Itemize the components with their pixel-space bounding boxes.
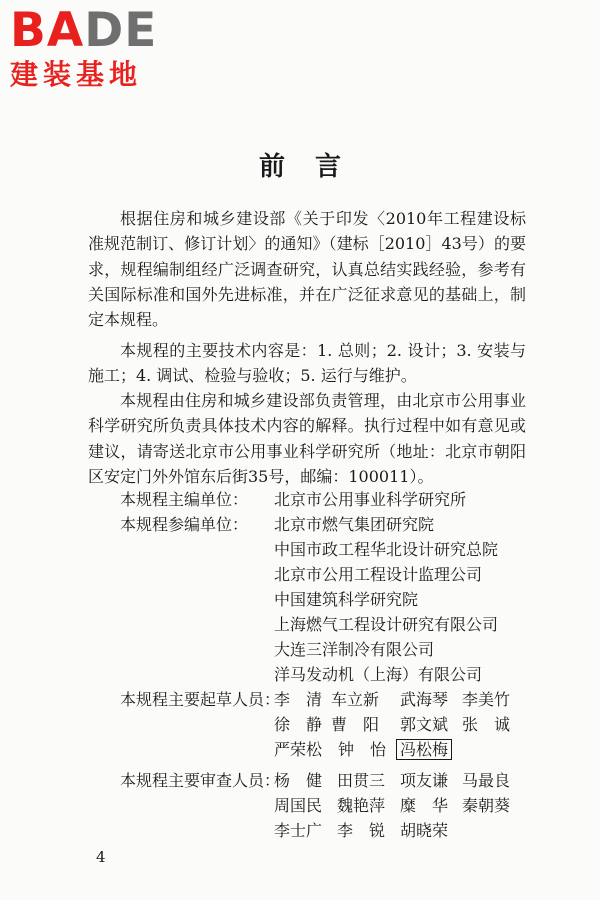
paragraph-management: 本规程由住房和城乡建设部负责管理，由北京市公用事业科学研究所负责具体技术内容的解释。执行过程中如有意见或建议，请寄送北京市公用事业科学研究所（地址：北京市朝阳区安定门外外馆东后街35号，邮编：100011）。 xyxy=(88,391,526,486)
reviewer-name: 杨 健 xyxy=(274,771,323,790)
drafter-name: 车立新 xyxy=(331,690,380,709)
drafter-name: 徐 静 xyxy=(274,715,323,734)
participating-unit: 北京市燃气集团研究院 xyxy=(274,515,435,534)
reviewer-name: 秦朝葵 xyxy=(462,796,511,815)
page-title: 前言 xyxy=(258,152,371,182)
logo-tagline: 建装基地 xyxy=(10,58,143,91)
drafter-name: 严荣松 xyxy=(274,740,323,759)
drafter-name-highlighted: 冯松梅 xyxy=(400,737,452,762)
reviewer-name: 胡晓荣 xyxy=(400,821,449,840)
reviewers-label: 本规程主要审查人员： xyxy=(120,771,281,790)
drafter-name: 钟 怡 xyxy=(338,740,387,759)
participating-units-label: 本规程参编单位： xyxy=(120,515,249,534)
paragraph-basis: 根据住房和城乡建设部《关于印发〈2010年工程建设标准规范制订、修订计划〉的通知》（建标［2010］43号）的要求，规程编制组经广泛调查研究，认真总结实践经验，参考有关国际标准和国外先进标准，并在广泛征求意见的基础上，制定本规程。 xyxy=(88,209,526,330)
drafter-name: 李美竹 xyxy=(462,690,511,709)
chief-unit-label: 本规程主编单位： xyxy=(120,490,249,509)
drafters-label: 本规程主要起草人员： xyxy=(120,690,281,709)
participating-unit: 中国市政工程华北设计研究总院 xyxy=(274,540,499,559)
drafter-name: 李 清 xyxy=(274,690,323,709)
reviewer-name: 项友谦 xyxy=(400,771,449,790)
drafter-name: 张 诚 xyxy=(462,715,511,734)
reviewer-name: 周国民 xyxy=(274,796,323,815)
reviewer-name: 李士广 xyxy=(274,821,323,840)
participating-unit: 洋马发动机（上海）有限公司 xyxy=(274,665,483,684)
participating-unit: 大连三洋制冷有限公司 xyxy=(274,640,435,659)
paragraph-contents: 本规程的主要技术内容是：1. 总则；2. 设计；3. 安装与施工；4. 调试、检验与验收；5. 运行与维护。 xyxy=(88,341,526,386)
reviewer-name: 糜 华 xyxy=(400,796,449,815)
drafter-name: 武海琴 xyxy=(400,690,449,709)
page-number: 4 xyxy=(96,848,106,866)
drafter-name: 曹 阳 xyxy=(331,715,380,734)
reviewer-name: 李 锐 xyxy=(337,821,386,840)
participating-unit: 上海燃气工程设计研究有限公司 xyxy=(274,615,499,634)
drafter-name: 郭文斌 xyxy=(400,715,449,734)
brand-logo xyxy=(10,3,175,92)
logo-wordmark: BADE xyxy=(10,3,158,58)
chief-unit-value: 北京市公用事业科学研究所 xyxy=(274,490,467,509)
participating-unit: 中国建筑科学研究院 xyxy=(274,590,419,609)
reviewer-name: 魏艳萍 xyxy=(337,796,386,815)
reviewer-name: 田贯三 xyxy=(337,771,386,790)
participating-unit: 北京市公用工程设计监理公司 xyxy=(274,565,483,584)
reviewer-name: 马最良 xyxy=(462,771,511,790)
